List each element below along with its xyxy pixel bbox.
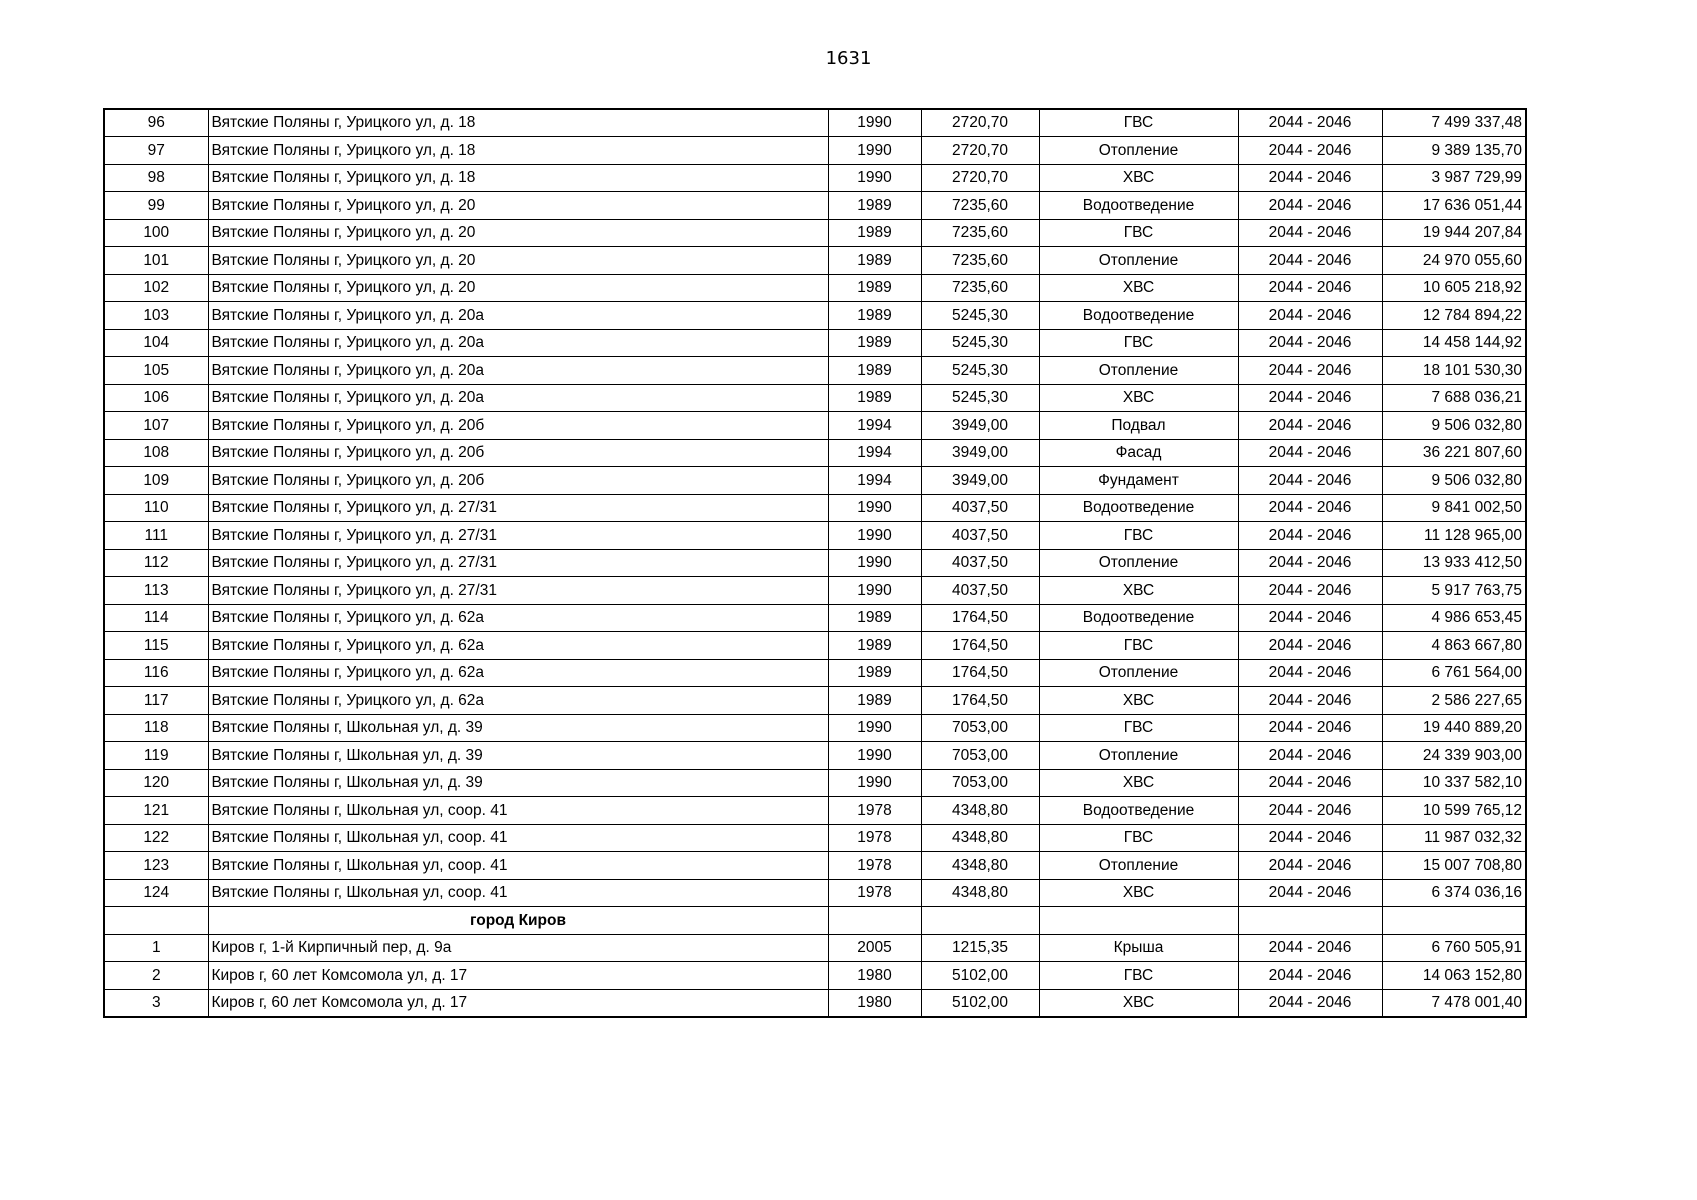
row-number-cell: 98 (104, 164, 208, 192)
repair-schedule-table (103, 108, 1527, 1018)
table-row (104, 109, 1526, 137)
period-cell: 2044 - 2046 (1238, 769, 1382, 797)
address-cell: Киров г, 60 лет Комсомола ул, д. 17 (208, 962, 828, 990)
work-type-cell: ХВС (1039, 384, 1238, 412)
cost-cell: 36 221 807,60 (1382, 439, 1526, 467)
table-row (104, 522, 1526, 550)
period-cell: 2044 - 2046 (1238, 137, 1382, 165)
table-row (104, 247, 1526, 275)
period-cell: 2044 - 2046 (1238, 852, 1382, 880)
row-number-cell: 108 (104, 439, 208, 467)
area-cell: 5245,30 (921, 357, 1039, 385)
year-built-cell: 1990 (828, 494, 921, 522)
cost-cell: 6 760 505,91 (1382, 934, 1526, 962)
area-cell: 5102,00 (921, 989, 1039, 1017)
table-row (104, 824, 1526, 852)
year-built-cell: 1989 (828, 659, 921, 687)
cost-cell: 10 337 582,10 (1382, 769, 1526, 797)
work-type-cell: Отопление (1039, 659, 1238, 687)
work-type-cell: Водоотведение (1039, 604, 1238, 632)
cost-cell: 9 389 135,70 (1382, 137, 1526, 165)
row-number-cell: 114 (104, 604, 208, 632)
address-cell: Вятские Поляны г, Урицкого ул, д. 20а (208, 329, 828, 357)
address-cell: Вятские Поляны г, Урицкого ул, д. 18 (208, 164, 828, 192)
address-cell: Вятские Поляны г, Урицкого ул, д. 20а (208, 302, 828, 330)
address-cell: Вятские Поляны г, Урицкого ул, д. 18 (208, 137, 828, 165)
period-cell: 2044 - 2046 (1238, 467, 1382, 495)
empty-cell (104, 907, 208, 935)
area-cell: 4037,50 (921, 549, 1039, 577)
work-type-cell: ГВС (1039, 714, 1238, 742)
address-cell: Вятские Поляны г, Урицкого ул, д. 62а (208, 632, 828, 660)
cost-cell: 11 128 965,00 (1382, 522, 1526, 550)
work-type-cell: ГВС (1039, 962, 1238, 990)
work-type-cell: Отопление (1039, 357, 1238, 385)
period-cell: 2044 - 2046 (1238, 522, 1382, 550)
row-number-cell: 102 (104, 274, 208, 302)
table-row (104, 687, 1526, 715)
year-built-cell: 1990 (828, 522, 921, 550)
table-row (104, 219, 1526, 247)
table-row (104, 549, 1526, 577)
row-number-cell: 1 (104, 934, 208, 962)
area-cell: 5102,00 (921, 962, 1039, 990)
address-cell: Вятские Поляны г, Урицкого ул, д. 20б (208, 439, 828, 467)
row-number-cell: 99 (104, 192, 208, 220)
work-type-cell: ХВС (1039, 769, 1238, 797)
period-cell: 2044 - 2046 (1238, 934, 1382, 962)
address-cell: Киров г, 60 лет Комсомола ул, д. 17 (208, 989, 828, 1017)
row-number-cell: 117 (104, 687, 208, 715)
cost-cell: 14 458 144,92 (1382, 329, 1526, 357)
period-cell: 2044 - 2046 (1238, 824, 1382, 852)
area-cell: 3949,00 (921, 439, 1039, 467)
address-cell: Вятские Поляны г, Школьная ул, д. 39 (208, 714, 828, 742)
cost-cell: 9 841 002,50 (1382, 494, 1526, 522)
area-cell: 4348,80 (921, 797, 1039, 825)
table-row (104, 934, 1526, 962)
cost-cell: 13 933 412,50 (1382, 549, 1526, 577)
table-row (104, 962, 1526, 990)
year-built-cell: 1990 (828, 742, 921, 770)
table-row (104, 797, 1526, 825)
row-number-cell: 119 (104, 742, 208, 770)
address-cell: Вятские Поляны г, Урицкого ул, д. 20 (208, 219, 828, 247)
row-number-cell: 111 (104, 522, 208, 550)
row-number-cell: 97 (104, 137, 208, 165)
period-cell: 2044 - 2046 (1238, 302, 1382, 330)
cost-cell: 10 599 765,12 (1382, 797, 1526, 825)
work-type-cell: Водоотведение (1039, 302, 1238, 330)
table-row (104, 742, 1526, 770)
row-number-cell: 104 (104, 329, 208, 357)
empty-cell (1382, 907, 1526, 935)
cost-cell: 2 586 227,65 (1382, 687, 1526, 715)
address-cell: Вятские Поляны г, Урицкого ул, д. 20б (208, 467, 828, 495)
period-cell: 2044 - 2046 (1238, 247, 1382, 275)
work-type-cell: ХВС (1039, 687, 1238, 715)
year-built-cell: 1989 (828, 357, 921, 385)
table-row (104, 412, 1526, 440)
area-cell: 1764,50 (921, 632, 1039, 660)
cost-cell: 5 917 763,75 (1382, 577, 1526, 605)
row-number-cell: 124 (104, 879, 208, 907)
cost-cell: 4 986 653,45 (1382, 604, 1526, 632)
area-cell: 2720,70 (921, 164, 1039, 192)
address-cell: Вятские Поляны г, Урицкого ул, д. 20а (208, 357, 828, 385)
work-type-cell: Отопление (1039, 137, 1238, 165)
table-row (104, 357, 1526, 385)
work-type-cell: ГВС (1039, 219, 1238, 247)
year-built-cell: 1989 (828, 247, 921, 275)
year-built-cell: 1989 (828, 219, 921, 247)
section-title: город Киров (208, 907, 828, 935)
row-number-cell: 101 (104, 247, 208, 275)
period-cell: 2044 - 2046 (1238, 549, 1382, 577)
table-row (104, 714, 1526, 742)
area-cell: 4037,50 (921, 494, 1039, 522)
area-cell: 1764,50 (921, 604, 1039, 632)
year-built-cell: 1980 (828, 962, 921, 990)
work-type-cell: Отопление (1039, 247, 1238, 275)
cost-cell: 10 605 218,92 (1382, 274, 1526, 302)
cost-cell: 7 478 001,40 (1382, 989, 1526, 1017)
work-type-cell: Отопление (1039, 852, 1238, 880)
period-cell: 2044 - 2046 (1238, 384, 1382, 412)
period-cell: 2044 - 2046 (1238, 714, 1382, 742)
period-cell: 2044 - 2046 (1238, 439, 1382, 467)
year-built-cell: 1990 (828, 549, 921, 577)
address-cell: Вятские Поляны г, Урицкого ул, д. 27/31 (208, 494, 828, 522)
year-built-cell: 1980 (828, 989, 921, 1017)
period-cell: 2044 - 2046 (1238, 164, 1382, 192)
address-cell: Вятские Поляны г, Урицкого ул, д. 27/31 (208, 522, 828, 550)
year-built-cell: 1989 (828, 632, 921, 660)
year-built-cell: 1994 (828, 439, 921, 467)
table-row (104, 852, 1526, 880)
address-cell: Вятские Поляны г, Урицкого ул, д. 20а (208, 384, 828, 412)
cost-cell: 12 784 894,22 (1382, 302, 1526, 330)
period-cell: 2044 - 2046 (1238, 192, 1382, 220)
row-number-cell: 96 (104, 109, 208, 137)
table-row (104, 879, 1526, 907)
period-cell: 2044 - 2046 (1238, 879, 1382, 907)
year-built-cell: 1990 (828, 109, 921, 137)
row-number-cell: 100 (104, 219, 208, 247)
area-cell: 4037,50 (921, 522, 1039, 550)
table-row (104, 604, 1526, 632)
year-built-cell: 2005 (828, 934, 921, 962)
address-cell: Вятские Поляны г, Урицкого ул, д. 62а (208, 659, 828, 687)
work-type-cell: Крыша (1039, 934, 1238, 962)
address-cell: Вятские Поляны г, Урицкого ул, д. 20 (208, 247, 828, 275)
cost-cell: 7 499 337,48 (1382, 109, 1526, 137)
page-number: 1631 (825, 48, 872, 69)
table-row (104, 467, 1526, 495)
work-type-cell: Водоотведение (1039, 797, 1238, 825)
area-cell: 4348,80 (921, 824, 1039, 852)
area-cell: 7053,00 (921, 714, 1039, 742)
row-number-cell: 107 (104, 412, 208, 440)
area-cell: 2720,70 (921, 109, 1039, 137)
cost-cell: 19 944 207,84 (1382, 219, 1526, 247)
table-row (104, 494, 1526, 522)
address-cell: Киров г, 1-й Кирпичный пер, д. 9а (208, 934, 828, 962)
cost-cell: 4 863 667,80 (1382, 632, 1526, 660)
row-number-cell: 122 (104, 824, 208, 852)
address-cell: Вятские Поляны г, Урицкого ул, д. 18 (208, 109, 828, 137)
period-cell: 2044 - 2046 (1238, 109, 1382, 137)
period-cell: 2044 - 2046 (1238, 577, 1382, 605)
area-cell: 7235,60 (921, 247, 1039, 275)
area-cell: 1764,50 (921, 687, 1039, 715)
area-cell: 5245,30 (921, 384, 1039, 412)
period-cell: 2044 - 2046 (1238, 659, 1382, 687)
work-type-cell: ХВС (1039, 274, 1238, 302)
address-cell: Вятские Поляны г, Урицкого ул, д. 27/31 (208, 577, 828, 605)
work-type-cell: Подвал (1039, 412, 1238, 440)
year-built-cell: 1978 (828, 879, 921, 907)
empty-cell (921, 907, 1039, 935)
year-built-cell: 1990 (828, 769, 921, 797)
year-built-cell: 1990 (828, 164, 921, 192)
period-cell: 2044 - 2046 (1238, 412, 1382, 440)
row-number-cell: 123 (104, 852, 208, 880)
work-type-cell: Фасад (1039, 439, 1238, 467)
year-built-cell: 1989 (828, 302, 921, 330)
area-cell: 4037,50 (921, 577, 1039, 605)
work-type-cell: Отопление (1039, 549, 1238, 577)
period-cell: 2044 - 2046 (1238, 742, 1382, 770)
area-cell: 7235,60 (921, 219, 1039, 247)
period-cell: 2044 - 2046 (1238, 274, 1382, 302)
address-cell: Вятские Поляны г, Урицкого ул, д. 20 (208, 274, 828, 302)
area-cell: 1764,50 (921, 659, 1039, 687)
period-cell: 2044 - 2046 (1238, 797, 1382, 825)
table-row (104, 164, 1526, 192)
row-number-cell: 3 (104, 989, 208, 1017)
work-type-cell: ГВС (1039, 824, 1238, 852)
cost-cell: 6 761 564,00 (1382, 659, 1526, 687)
row-number-cell: 2 (104, 962, 208, 990)
year-built-cell: 1978 (828, 797, 921, 825)
year-built-cell: 1989 (828, 687, 921, 715)
cost-cell: 9 506 032,80 (1382, 467, 1526, 495)
row-number-cell: 105 (104, 357, 208, 385)
year-built-cell: 1994 (828, 412, 921, 440)
row-number-cell: 121 (104, 797, 208, 825)
period-cell: 2044 - 2046 (1238, 632, 1382, 660)
work-type-cell: ХВС (1039, 879, 1238, 907)
table-row (104, 137, 1526, 165)
empty-cell (828, 907, 921, 935)
cost-cell: 18 101 530,30 (1382, 357, 1526, 385)
cost-cell: 19 440 889,20 (1382, 714, 1526, 742)
empty-cell (1238, 907, 1382, 935)
period-cell: 2044 - 2046 (1238, 329, 1382, 357)
cost-cell: 3 987 729,99 (1382, 164, 1526, 192)
cost-cell: 24 339 903,00 (1382, 742, 1526, 770)
row-number-cell: 109 (104, 467, 208, 495)
work-type-cell: ГВС (1039, 329, 1238, 357)
cost-cell: 6 374 036,16 (1382, 879, 1526, 907)
cost-cell: 7 688 036,21 (1382, 384, 1526, 412)
address-cell: Вятские Поляны г, Школьная ул, соор. 41 (208, 824, 828, 852)
area-cell: 7053,00 (921, 742, 1039, 770)
address-cell: Вятские Поляны г, Школьная ул, соор. 41 (208, 879, 828, 907)
address-cell: Вятские Поляны г, Школьная ул, соор. 41 (208, 852, 828, 880)
row-number-cell: 118 (104, 714, 208, 742)
year-built-cell: 1990 (828, 137, 921, 165)
address-cell: Вятские Поляны г, Урицкого ул, д. 20 (208, 192, 828, 220)
address-cell: Вятские Поляны г, Урицкого ул, д. 62а (208, 687, 828, 715)
cost-cell: 24 970 055,60 (1382, 247, 1526, 275)
address-cell: Вятские Поляны г, Урицкого ул, д. 27/31 (208, 549, 828, 577)
row-number-cell: 115 (104, 632, 208, 660)
table-row (104, 329, 1526, 357)
area-cell: 7235,60 (921, 274, 1039, 302)
address-cell: Вятские Поляны г, Урицкого ул, д. 62а (208, 604, 828, 632)
table-row (104, 439, 1526, 467)
work-type-cell: Водоотведение (1039, 192, 1238, 220)
period-cell: 2044 - 2046 (1238, 494, 1382, 522)
row-number-cell: 113 (104, 577, 208, 605)
year-built-cell: 1978 (828, 852, 921, 880)
year-built-cell: 1989 (828, 329, 921, 357)
year-built-cell: 1989 (828, 604, 921, 632)
work-type-cell: ГВС (1039, 632, 1238, 660)
address-cell: Вятские Поляны г, Школьная ул, соор. 41 (208, 797, 828, 825)
table-row (104, 769, 1526, 797)
period-cell: 2044 - 2046 (1238, 989, 1382, 1017)
year-built-cell: 1990 (828, 714, 921, 742)
row-number-cell: 110 (104, 494, 208, 522)
period-cell: 2044 - 2046 (1238, 219, 1382, 247)
period-cell: 2044 - 2046 (1238, 962, 1382, 990)
row-number-cell: 112 (104, 549, 208, 577)
year-built-cell: 1989 (828, 384, 921, 412)
year-built-cell: 1990 (828, 577, 921, 605)
empty-cell (1039, 907, 1238, 935)
area-cell: 1215,35 (921, 934, 1039, 962)
table-body (104, 109, 1526, 1017)
address-cell: Вятские Поляны г, Школьная ул, д. 39 (208, 742, 828, 770)
period-cell: 2044 - 2046 (1238, 687, 1382, 715)
area-cell: 7235,60 (921, 192, 1039, 220)
period-cell: 2044 - 2046 (1238, 357, 1382, 385)
table-row (104, 659, 1526, 687)
table-row (104, 192, 1526, 220)
address-cell: Вятские Поляны г, Школьная ул, д. 39 (208, 769, 828, 797)
work-type-cell: Водоотведение (1039, 494, 1238, 522)
cost-cell: 15 007 708,80 (1382, 852, 1526, 880)
work-type-cell: ГВС (1039, 109, 1238, 137)
area-cell: 4348,80 (921, 879, 1039, 907)
row-number-cell: 106 (104, 384, 208, 412)
area-cell: 4348,80 (921, 852, 1039, 880)
table-row (104, 577, 1526, 605)
area-cell: 5245,30 (921, 302, 1039, 330)
work-type-cell: Отопление (1039, 742, 1238, 770)
year-built-cell: 1989 (828, 192, 921, 220)
work-type-cell: ХВС (1039, 989, 1238, 1017)
work-type-cell: ХВС (1039, 164, 1238, 192)
cost-cell: 9 506 032,80 (1382, 412, 1526, 440)
area-cell: 3949,00 (921, 412, 1039, 440)
row-number-cell: 120 (104, 769, 208, 797)
address-cell: Вятские Поляны г, Урицкого ул, д. 20б (208, 412, 828, 440)
row-number-cell: 116 (104, 659, 208, 687)
table-row (104, 302, 1526, 330)
cost-cell: 11 987 032,32 (1382, 824, 1526, 852)
work-type-cell: ХВС (1039, 577, 1238, 605)
table-row (104, 274, 1526, 302)
table-row (104, 384, 1526, 412)
work-type-cell: ГВС (1039, 522, 1238, 550)
work-type-cell: Фундамент (1039, 467, 1238, 495)
area-cell: 5245,30 (921, 329, 1039, 357)
cost-cell: 17 636 051,44 (1382, 192, 1526, 220)
area-cell: 3949,00 (921, 467, 1039, 495)
year-built-cell: 1994 (828, 467, 921, 495)
table-row (104, 632, 1526, 660)
table-row (104, 989, 1526, 1017)
section-header-row (104, 907, 1526, 935)
row-number-cell: 103 (104, 302, 208, 330)
area-cell: 7053,00 (921, 769, 1039, 797)
period-cell: 2044 - 2046 (1238, 604, 1382, 632)
cost-cell: 14 063 152,80 (1382, 962, 1526, 990)
area-cell: 2720,70 (921, 137, 1039, 165)
year-built-cell: 1978 (828, 824, 921, 852)
year-built-cell: 1989 (828, 274, 921, 302)
